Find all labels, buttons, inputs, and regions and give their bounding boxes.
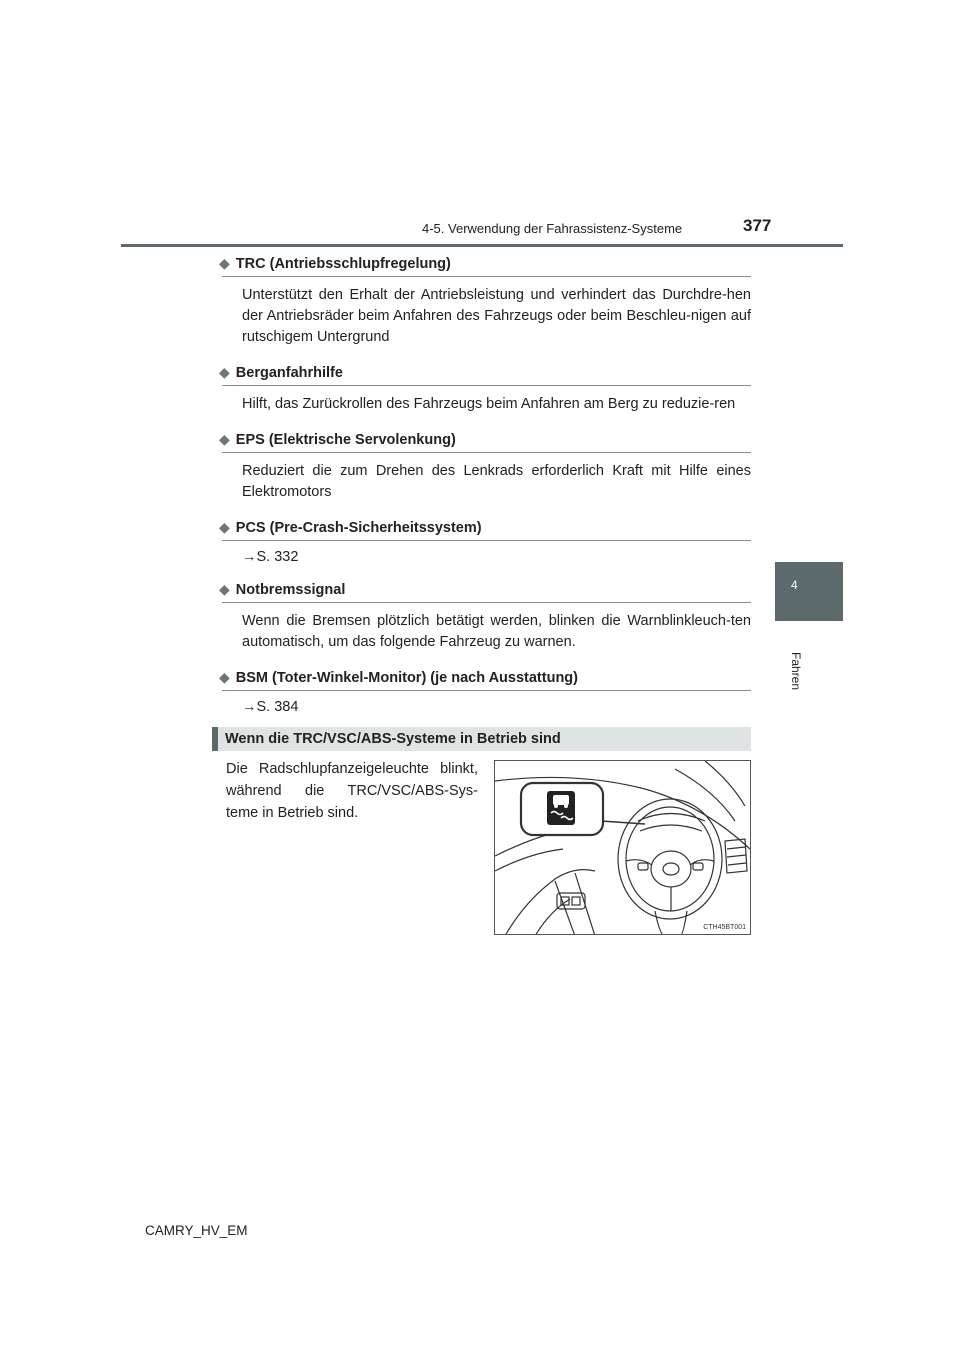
section-heading bbox=[219, 516, 751, 541]
body-text: Hilft, das Zurückrollen des Fahrzeugs beim Anfahren am Berg zu reduzie-ren bbox=[242, 396, 736, 412]
section-heading bbox=[219, 428, 751, 453]
heading-accent-bar bbox=[212, 727, 218, 751]
dashboard-drawing bbox=[495, 761, 751, 935]
slip-indicator-icon bbox=[547, 791, 575, 825]
diamond-bullet-icon: ◆ bbox=[219, 669, 230, 685]
diamond-bullet-icon: ◆ bbox=[219, 581, 230, 597]
page-reference-link[interactable]: →S. 332 bbox=[242, 549, 299, 565]
main-content bbox=[219, 252, 751, 728]
body-text: Wenn die Bremsen plötzlich betätigt werden, blinken die Warnblinkleuch-ten automatisch, um das folgende Fahrzeug zu warnen. bbox=[242, 613, 751, 650]
diamond-bullet-icon: ◆ bbox=[219, 364, 230, 380]
subsection-heading-text: Wenn die TRC/VSC/ABS-Systeme in Betrieb sind bbox=[225, 731, 561, 747]
dashboard-illustration bbox=[494, 760, 751, 935]
section-heading-text: EPS (Elektrische Servolenkung) bbox=[235, 431, 456, 448]
page-number: 377 bbox=[743, 216, 772, 235]
section-heading-text: PCS (Pre-Crash-Sicherheitssystem) bbox=[235, 519, 482, 536]
section-heading bbox=[219, 666, 751, 691]
subsection-heading bbox=[212, 727, 751, 751]
diamond-bullet-icon: ◆ bbox=[219, 255, 230, 271]
document-id: CAMRY_HV_EM bbox=[145, 1223, 248, 1238]
diamond-bullet-icon: ◆ bbox=[219, 519, 230, 535]
section-heading-text: Notbremssignal bbox=[235, 581, 346, 598]
section-title: 4-5. Verwendung der Fahrassistenz-Systeme bbox=[422, 221, 683, 236]
section-heading bbox=[219, 361, 751, 386]
section-body bbox=[242, 461, 751, 503]
section-heading-text: Berganfahrhilfe bbox=[235, 364, 343, 381]
body-line: Die Radschlupfanzeigeleuchte blinkt, bbox=[226, 761, 478, 777]
figure-code: CTH45BT001 bbox=[703, 924, 746, 931]
header-divider bbox=[121, 244, 843, 247]
section-heading bbox=[219, 252, 751, 277]
section-heading bbox=[219, 578, 751, 603]
section-heading-text: TRC (Antriebsschlupfregelung) bbox=[235, 255, 451, 272]
section-heading-text: BSM (Toter-Winkel-Monitor) (je nach Ausstattung) bbox=[235, 669, 578, 686]
subsection-body bbox=[226, 758, 478, 824]
body-line: teme in Betrieb sind. bbox=[226, 805, 359, 821]
body-text: Unterstützt den Erhalt der Antriebsleistung und verhindert das Durchdre-hen der Antriebsräder beim Anfahren des Fahrzeugs oder beim Beschleu-nigen auf rutschigem Untergrund bbox=[242, 287, 751, 345]
diamond-bullet-icon: ◆ bbox=[219, 431, 230, 447]
section-body bbox=[242, 394, 751, 415]
chapter-label: Fahren bbox=[789, 652, 803, 691]
section-body bbox=[242, 611, 751, 653]
body-text: Reduziert die zum Drehen des Lenkrads erforderlich Kraft mit Hilfe eines Elektromotors bbox=[242, 463, 751, 500]
body-line: während die TRC/VSC/ABS-Sys- bbox=[226, 783, 478, 799]
page-reference-link[interactable]: →S. 384 bbox=[242, 699, 299, 715]
chapter-number: 4 bbox=[791, 578, 798, 592]
section-body bbox=[242, 285, 751, 348]
chapter-tab bbox=[775, 562, 843, 621]
